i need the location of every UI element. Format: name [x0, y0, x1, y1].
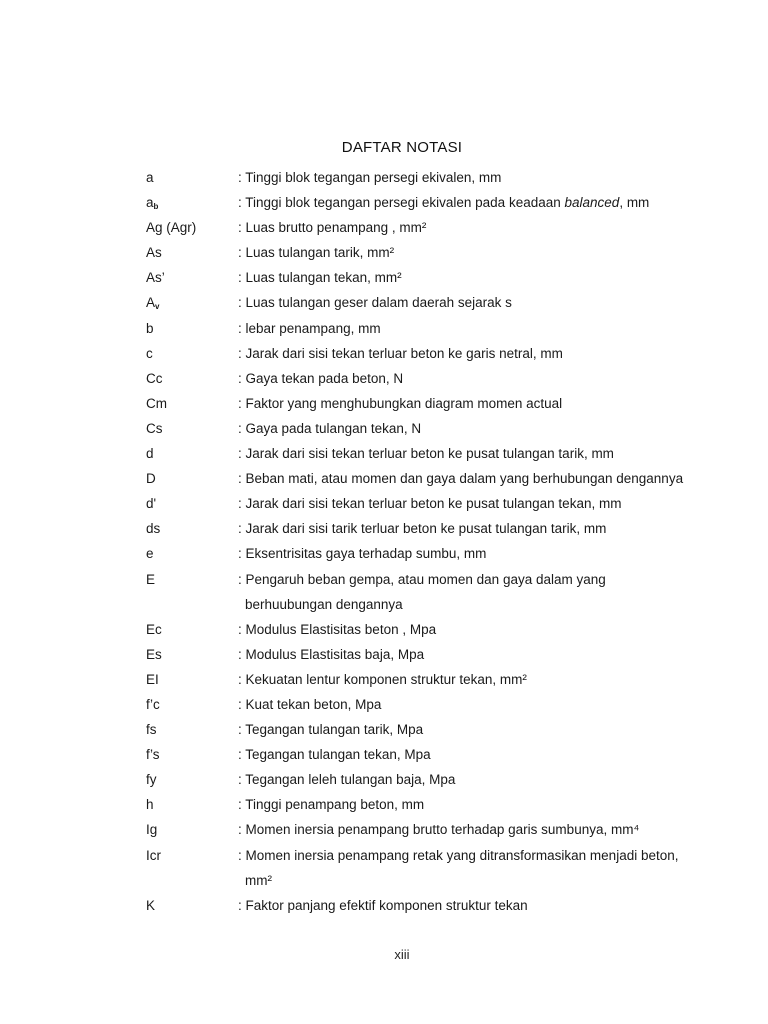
- notation-description: : Luas brutto penampang , mm²: [238, 220, 427, 236]
- notation-description: : Tegangan leleh tulangan baja, Mpa: [238, 772, 456, 788]
- notation-row: [146, 416, 746, 441]
- notation-symbol: As’: [146, 270, 165, 286]
- notation-row: [146, 843, 746, 893]
- notation-symbol: Es: [146, 646, 162, 662]
- notation-description: : Eksentrisitas gaya terhadap sumbu, mm: [238, 546, 487, 562]
- symbol-subscript: v: [155, 302, 160, 312]
- notation-symbol: K: [146, 897, 156, 913]
- notation-row: [146, 265, 746, 290]
- page-number: xiii: [394, 947, 410, 962]
- notation-list: [146, 165, 746, 918]
- notation-description: : Luas tulangan tarik, mm²: [238, 245, 395, 261]
- notation-row: [146, 441, 746, 466]
- notation-description: : Gaya tekan pada beton, N: [238, 370, 404, 386]
- notation-symbol: ds: [146, 521, 161, 537]
- notation-row: [146, 767, 746, 792]
- notation-description: : Gaya pada tulangan tekan, N: [238, 420, 422, 436]
- notation-description: : Jarak dari sisi tekan terluar beton ke pusat tulangan tekan, mm: [238, 496, 622, 512]
- notation-symbol: b: [146, 320, 154, 336]
- notation-symbol: E: [146, 571, 156, 587]
- notation-row: [146, 516, 746, 541]
- notation-symbol: h: [146, 797, 154, 813]
- notation-description: : Modulus Elastisitas beton , Mpa: [238, 621, 437, 637]
- notation-description: : Jarak dari sisi tekan terluar beton ke garis netral, mm: [238, 345, 563, 361]
- notation-row: [146, 366, 746, 391]
- notation-symbol: Cs: [146, 420, 163, 436]
- notation-symbol: fy: [146, 772, 157, 788]
- notation-symbol: D: [146, 471, 156, 487]
- notation-symbol: Ag (Agr): [146, 220, 197, 236]
- notation-row: [146, 190, 746, 215]
- notation-description: : Faktor yang menghubungkan diagram momen actual: [238, 395, 563, 411]
- notation-symbol: a: [146, 170, 154, 185]
- notation-symbol: EI: [146, 671, 159, 687]
- notation-symbol: d: [146, 446, 154, 462]
- notation-description-continued: berhuubungan dengannya: [245, 596, 403, 612]
- notation-row: [146, 215, 746, 240]
- symbol-base: A: [146, 295, 156, 311]
- notation-row: [146, 642, 746, 667]
- notation-row: [146, 893, 746, 918]
- notation-row: [146, 742, 746, 767]
- notation-description: : Momen inersia penampang brutto terhadap garis sumbunya, mm⁴: [238, 822, 640, 838]
- notation-symbol: As: [146, 245, 162, 261]
- symbol-subscript: b: [153, 202, 159, 212]
- notation-description: : Luas tulangan geser dalam daerah sejarak s: [238, 295, 512, 311]
- notation-row: [146, 316, 746, 341]
- notation-row: [146, 466, 746, 491]
- notation-row: [146, 290, 746, 315]
- notation-description: : Modulus Elastisitas baja, Mpa: [238, 646, 425, 662]
- notation-description: : Faktor panjang efektif komponen struktur tekan: [238, 897, 528, 913]
- page-title: DAFTAR NOTASI: [341, 139, 463, 156]
- notation-symbol: Icr: [146, 847, 161, 863]
- notation-description: : Jarak dari sisi tarik terluar beton ke pusat tulangan tarik, mm: [238, 521, 607, 537]
- notation-symbol: f’s: [146, 747, 160, 763]
- notation-description: : Tegangan tulangan tarik, Mpa: [238, 722, 424, 738]
- notation-description: : lebar penampang, mm: [238, 320, 381, 336]
- notation-symbol: d': [146, 496, 157, 512]
- notation-row: [146, 341, 746, 366]
- notation-row: [146, 617, 746, 642]
- notation-symbol: Cc: [146, 370, 163, 386]
- notation-symbol: Cm: [146, 395, 167, 411]
- notation-symbol: e: [146, 546, 154, 562]
- notation-row: [146, 165, 746, 190]
- notation-description: : Tegangan tulangan tekan, Mpa: [238, 747, 431, 763]
- notation-description: : Tinggi penampang beton, mm: [238, 797, 425, 813]
- notation-description: : Pengaruh beban gempa, atau momen dan gaya dalam yang: [238, 571, 606, 587]
- notation-row: [146, 667, 746, 692]
- notation-row: [146, 692, 746, 717]
- notation-description: : Momen inersia penampang retak yang ditransformasikan menjadi beton,: [238, 847, 679, 863]
- notation-symbol: c: [146, 345, 153, 361]
- notation-symbol: Ig: [146, 822, 158, 838]
- notation-description: : Kekuatan lentur komponen struktur tekan, mm²: [238, 671, 527, 687]
- notation-row: [146, 541, 746, 566]
- notation-row: [146, 491, 746, 516]
- notation-row: [146, 817, 746, 842]
- notation-description: : Beban mati, atau momen dan gaya dalam yang berhubungan dengannya: [238, 471, 684, 487]
- notation-description-continued: mm²: [245, 872, 272, 888]
- notation-description: [238, 190, 746, 215]
- notation-row: [146, 567, 746, 617]
- notation-symbol: Ec: [146, 621, 162, 637]
- notation-description: : Kuat tekan beton, Mpa: [238, 696, 382, 712]
- notation-description: : Tinggi blok tegangan persegi ekivalen, mm: [238, 170, 502, 185]
- notation-description: : Jarak dari sisi tekan terluar beton ke pusat tulangan tarik, mm: [238, 446, 614, 462]
- description-text: : Tinggi blok tegangan persegi ekivalen pada keadaan: [238, 195, 565, 211]
- notation-row: [146, 391, 746, 416]
- notation-row: [146, 792, 746, 817]
- description-text-end: , mm: [619, 195, 650, 211]
- notation-row: [146, 240, 746, 265]
- notation-symbol: f’c: [146, 696, 160, 712]
- description-emphasis: balanced: [564, 195, 620, 211]
- notation-description: : Luas tulangan tekan, mm²: [238, 270, 402, 286]
- notation-symbol: fs: [146, 722, 157, 738]
- symbol-base: a: [146, 195, 154, 211]
- notation-row: [146, 717, 746, 742]
